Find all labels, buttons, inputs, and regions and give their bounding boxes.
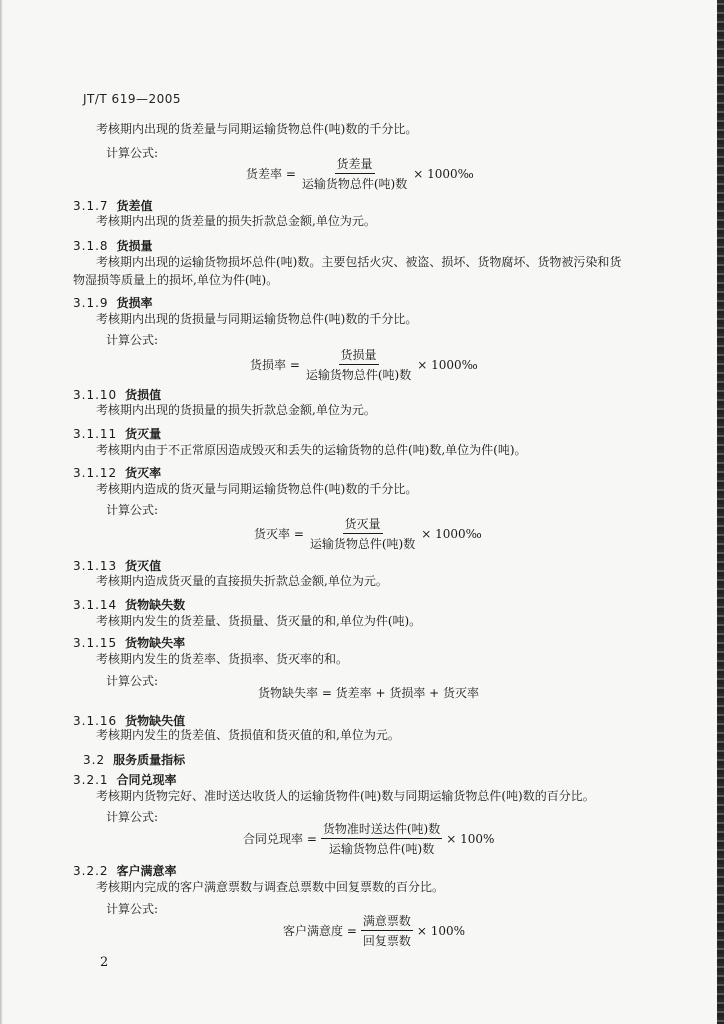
- formula-cargo-loss-rate: [254, 515, 482, 552]
- section-heading-3-2-2: [73, 862, 177, 879]
- section-number: 3.1.9: [73, 296, 109, 310]
- section-number: 3.1.13: [73, 559, 118, 573]
- formula-factor: × 1000‰: [421, 526, 482, 541]
- numerator: 货灭量: [343, 515, 383, 534]
- paragraph: 考核期内发生的货差量、货损量、货灭量的和,单位为件(吨)。: [96, 614, 422, 628]
- formula-customer-satisfaction: [283, 912, 465, 949]
- calc-label: 计算公式:: [106, 674, 159, 688]
- paragraph: 考核期内出现的货损量的损失折款总金额,单位为元。: [96, 403, 376, 417]
- section-heading-3-1-10: [73, 386, 161, 403]
- section-number: 3.2.2: [73, 864, 109, 878]
- section-heading-3-1-16: [73, 712, 185, 729]
- formula-contract-fulfillment-rate: [243, 820, 494, 857]
- section-heading-3-2: [83, 751, 185, 768]
- paragraph: 考核期内发生的货差率、货损率、货灭率的和。: [96, 652, 349, 666]
- section-title: 服务质量指标: [113, 753, 186, 767]
- paragraph: 考核期内货物完好、准时送达收货人的运输货物件(吨)数与同期运输货物总件(吨)数的百分比。: [96, 789, 595, 803]
- section-title: 货损率: [116, 296, 153, 310]
- numerator: 货物准时送达件(吨)数: [321, 820, 442, 839]
- section-title: 货灭值: [125, 559, 162, 573]
- formula-factor: × 1000‰: [417, 357, 478, 372]
- section-heading-3-1-15: [73, 634, 185, 651]
- paragraph: 考核期内造成的货灭量与同期运输货物总件(吨)数的千分比。: [96, 482, 418, 496]
- paragraph-continuation: 物湿损等质量上的损坏,单位为件(吨)。: [73, 273, 279, 287]
- formula-factor: × 1000‰: [413, 166, 474, 181]
- section-number: 3.1.15: [73, 636, 118, 650]
- scan-left-edge: [0, 0, 3, 1024]
- section-title: 货灭率: [125, 466, 162, 480]
- fraction: [361, 912, 413, 949]
- formula-lhs: 货灭率 =: [254, 527, 304, 541]
- fraction: [321, 820, 442, 857]
- formula-lhs: 客户满意度 =: [283, 924, 357, 938]
- fraction: [300, 155, 409, 192]
- section-number: 3.1.11: [73, 427, 118, 441]
- section-heading-3-1-9: [73, 294, 153, 311]
- formula-cargo-missing-rate: 货物缺失率 = 货差率 + 货损率 + 货灭率: [258, 686, 480, 700]
- calc-label: 计算公式:: [106, 333, 159, 347]
- formula-cargo-shortage-rate: [246, 155, 474, 192]
- section-number: 3.1.10: [73, 388, 118, 402]
- paragraph: 考核期内造成货灭量的直接损失折款总金额,单位为元。: [96, 574, 388, 588]
- section-title: 货损值: [125, 388, 162, 402]
- denominator: 运输货物总件(吨)数: [301, 177, 408, 191]
- section-title: 货物缺失数: [125, 598, 186, 612]
- section-title: 客户满意率: [116, 864, 177, 878]
- section-title: 合同兑现率: [116, 773, 177, 787]
- scan-right-edge: [717, 0, 724, 1024]
- section-title: 货损量: [116, 239, 153, 253]
- section-number: 3.1.8: [73, 239, 109, 253]
- section-heading-3-2-1: [73, 771, 177, 788]
- paragraph: 考核期内完成的客户满意票数与调查总票数中回复票数的百分比。: [96, 880, 445, 894]
- calc-label: 计算公式:: [106, 146, 159, 160]
- paragraph: 考核期内出现的运输货物损坏总件(吨)数。主要包括火灾、被盗、损坏、货物腐坏、货物被污染和货: [96, 255, 622, 269]
- section-number: 3.2.1: [73, 773, 109, 787]
- paragraph: 考核期内出现的货差量的损失折款总金额,单位为元。: [96, 214, 376, 228]
- denominator: 回复票数: [362, 934, 411, 948]
- formula-factor: × 100%: [446, 831, 495, 846]
- section-title: 货灭量: [125, 427, 162, 441]
- calc-label: 计算公式:: [106, 902, 159, 916]
- calc-label: 计算公式:: [106, 810, 159, 824]
- formula-cargo-damage-rate: [250, 346, 478, 383]
- denominator: 运输货物总件(吨)数: [328, 842, 435, 856]
- section-number: 3.2: [83, 753, 106, 767]
- section-heading-3-1-12: [73, 464, 161, 481]
- numerator: 货差量: [335, 155, 375, 174]
- page-number: 2: [100, 955, 109, 970]
- formula-lhs: 货损率 =: [250, 358, 300, 372]
- numerator: 货损量: [339, 346, 379, 365]
- section-heading-3-1-14: [73, 596, 185, 613]
- numerator: 满意票数: [361, 912, 413, 931]
- section-heading-3-1-7: [73, 197, 153, 214]
- paragraph: 考核期内发生的货差值、货损值和货灭值的和,单位为元。: [96, 728, 400, 742]
- standard-number-header: JT/T 619—2005: [83, 92, 181, 106]
- paragraph: 考核期内出现的货差量与同期运输货物总件(吨)数的千分比。: [96, 122, 418, 136]
- paragraph: 考核期内由于不正常原因造成毁灭和丢失的运输货物的总件(吨)数,单位为件(吨)。: [96, 443, 527, 457]
- section-number: 3.1.12: [73, 466, 118, 480]
- section-heading-3-1-8: [73, 237, 153, 254]
- calc-label: 计算公式:: [106, 503, 159, 517]
- formula-lhs: 货差率 =: [246, 167, 296, 181]
- section-heading-3-1-11: [73, 425, 161, 442]
- section-number: 3.1.7: [73, 199, 109, 213]
- fraction: [304, 346, 413, 383]
- section-number: 3.1.16: [73, 714, 118, 728]
- denominator: 运输货物总件(吨)数: [309, 537, 416, 551]
- paragraph: 考核期内出现的货损量与同期运输货物总件(吨)数的千分比。: [96, 312, 418, 326]
- section-title: 货物缺失值: [125, 714, 186, 728]
- formula-factor: × 100%: [416, 923, 466, 938]
- section-title: 货物缺失率: [125, 636, 186, 650]
- formula-lhs: 合同兑现率 =: [243, 832, 317, 846]
- section-title: 货差值: [116, 199, 153, 213]
- denominator: 运输货物总件(吨)数: [305, 368, 412, 382]
- section-number: 3.1.14: [73, 598, 118, 612]
- section-heading-3-1-13: [73, 557, 161, 574]
- fraction: [308, 515, 417, 552]
